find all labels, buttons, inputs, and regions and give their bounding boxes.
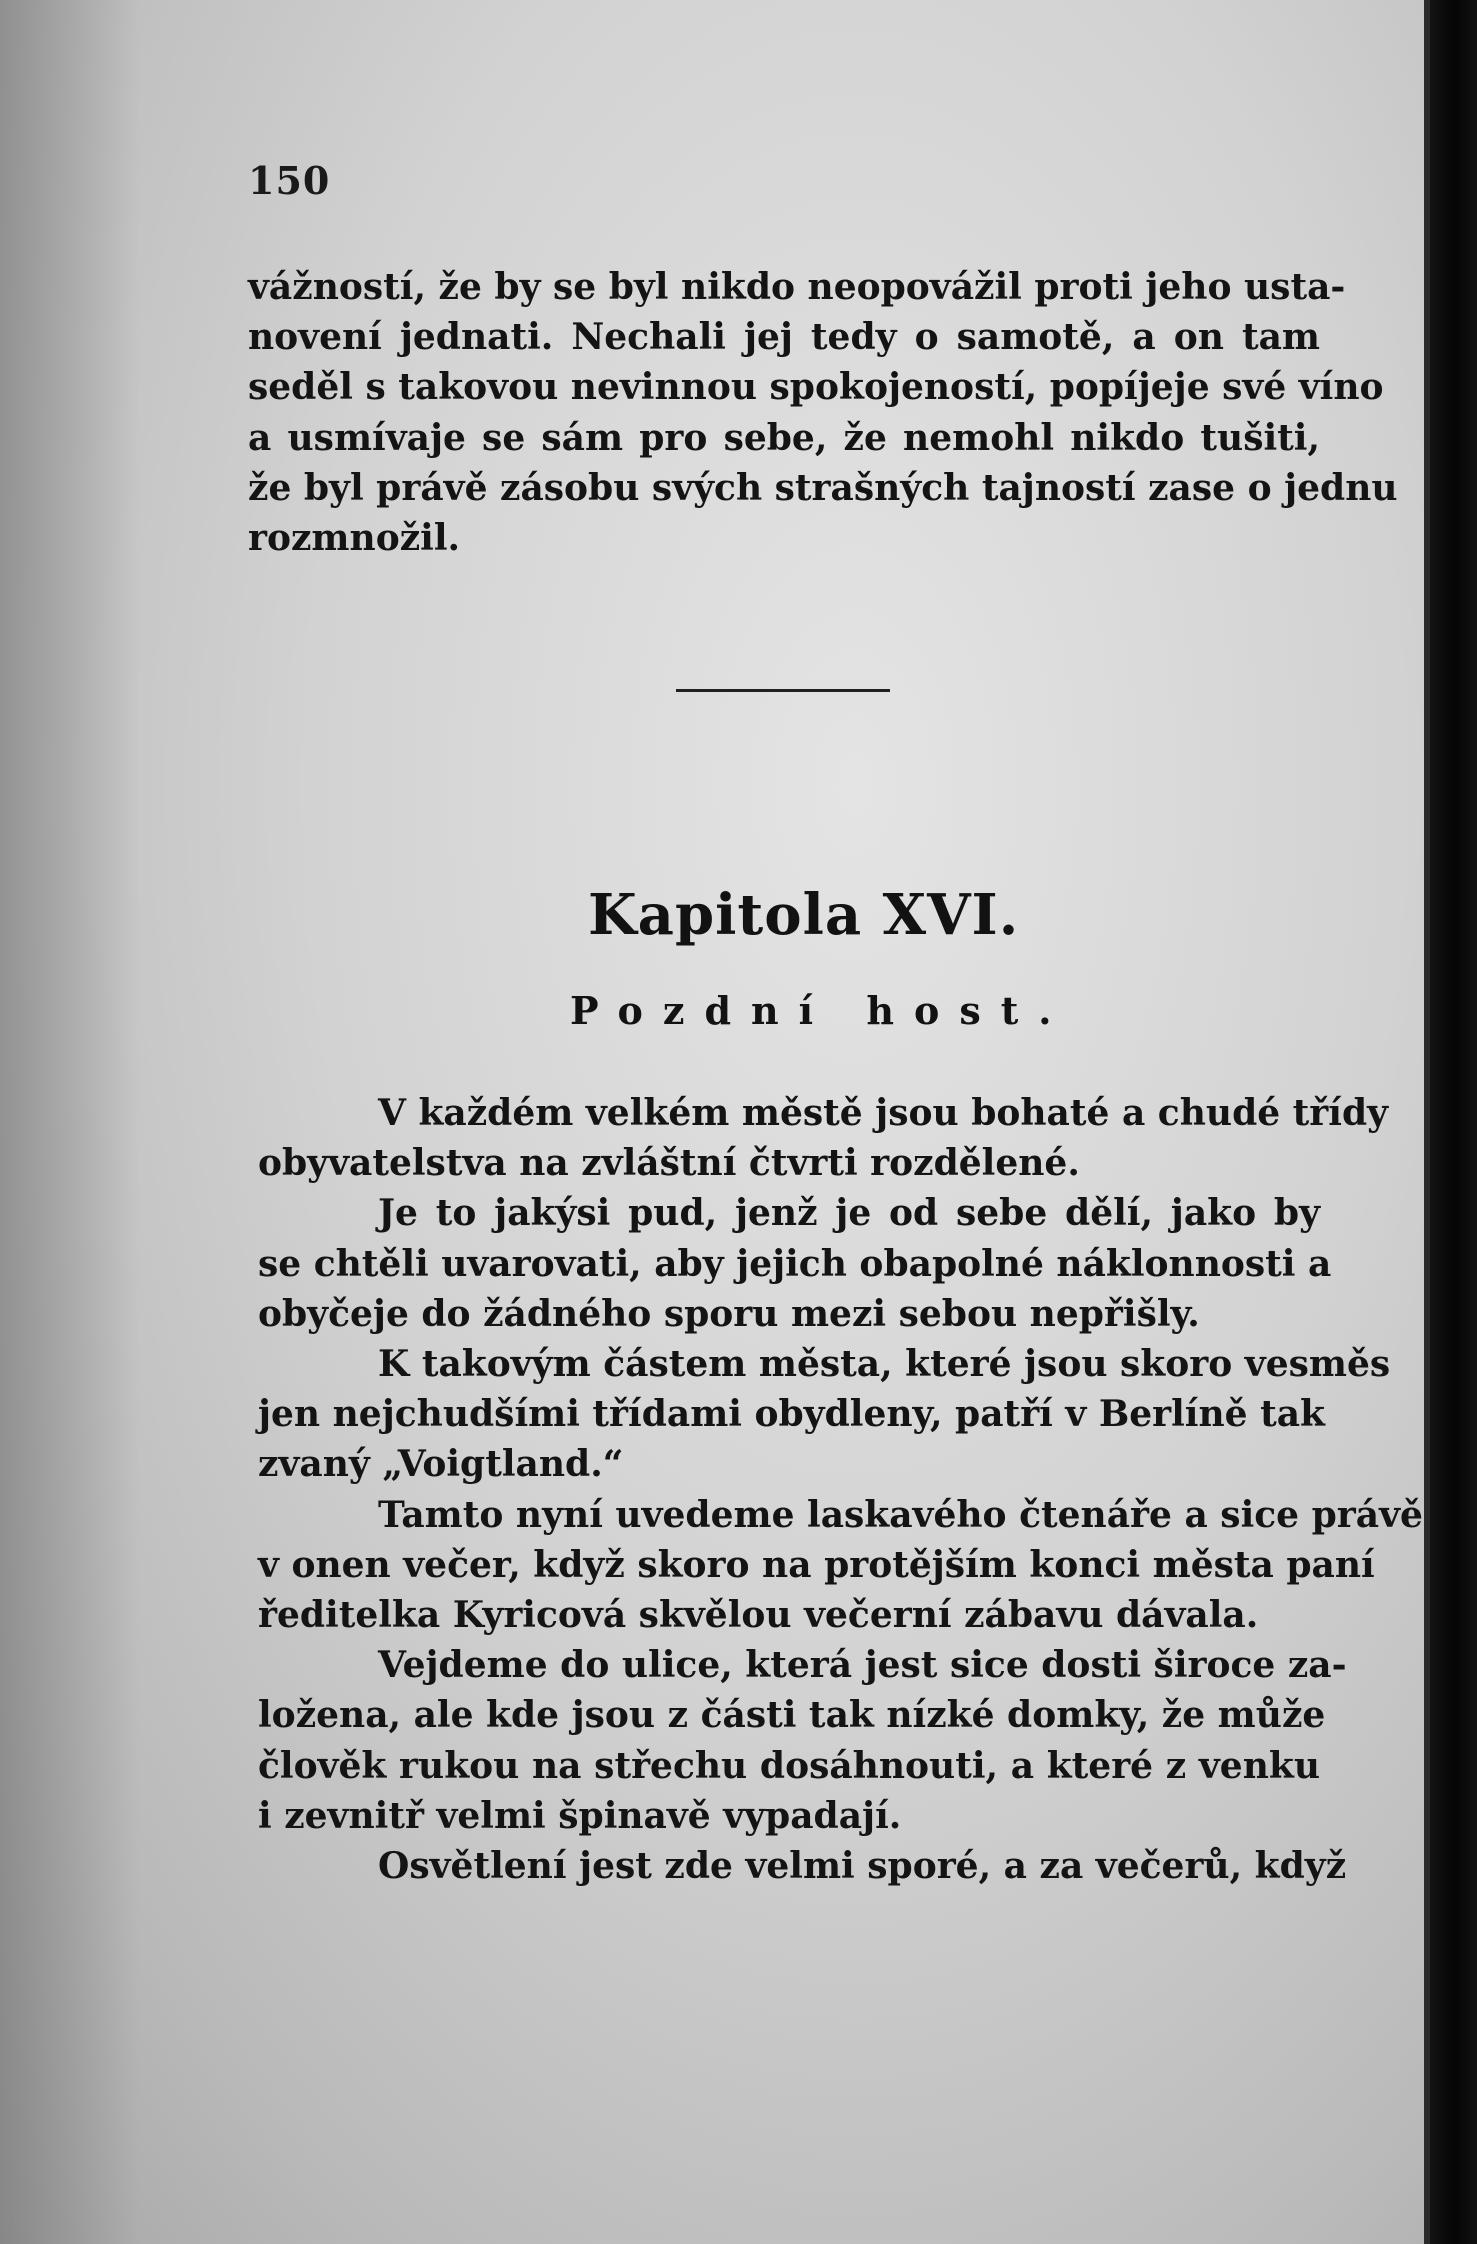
paragraph xyxy=(258,1640,1347,1841)
text-line: Je to jakýsi pud, jenž je od sebe dělí, jako by xyxy=(378,1192,1320,1235)
paragraph xyxy=(258,1339,1391,1490)
section-divider xyxy=(676,689,890,692)
chapter-title: Kapitola XVI. xyxy=(588,882,1020,948)
text-line: jen nejchudšími třídami obydleny, patří v Berlíně tak xyxy=(258,1393,1325,1436)
page-edge-shadow xyxy=(0,0,140,2244)
text-line: člověk rukou na střechu dosáhnouti, a které z venku xyxy=(258,1744,1320,1787)
paragraph xyxy=(258,1841,1347,1891)
text-line: rozmnožil. xyxy=(248,517,461,560)
text-line: i zevnitř velmi špinavě vypadají. xyxy=(258,1794,902,1837)
text-line: K takovým částem města, které jsou skoro vesměs xyxy=(378,1343,1391,1386)
text-line: ložena, ale kde jsou z části tak nízké domky, že může xyxy=(258,1694,1326,1737)
text-line: obyvatelstva na zvláštní čtvrti rozdělené. xyxy=(258,1142,1080,1185)
text-line: V každém velkém městě jsou bohaté a chudé třídy xyxy=(378,1092,1389,1134)
text-line: a usmívaje se sám pro sebe, že nemohl nikdo tušiti, xyxy=(248,416,1320,459)
text-line: seděl s takovou nevinnou spokojeností, popíjeje své víno xyxy=(248,366,1384,409)
paragraph xyxy=(258,1490,1423,1641)
text-line: Vejdeme do ulice, která jest sice dosti široce za- xyxy=(378,1644,1347,1687)
text-line: novení jednati. Nechali jej tedy o samotě, a on tam xyxy=(248,316,1320,359)
text-line: zvaný „Voigtland.“ xyxy=(258,1443,624,1486)
text-line: Osvětlení jest zde velmi sporé, a za večerů, když xyxy=(378,1845,1347,1888)
text-line: Tamto nyní uvedeme laskavého čtenáře a sice právě xyxy=(378,1493,1423,1536)
chapter-subtitle: Pozdní host. xyxy=(570,988,1072,1033)
text-line: obyčeje do žádného sporu mezi sebou nepřišly. xyxy=(258,1292,1200,1335)
chapter-body xyxy=(258,1088,1423,1891)
text-line: v onen večer, když skoro na protějším konci města paní xyxy=(258,1543,1375,1586)
text-line: ředitelka Kyricová skvělou večerní zábavu dávala. xyxy=(258,1594,1259,1637)
text-line: že byl právě zásobu svých strašných tajností zase o jednu xyxy=(248,466,1398,509)
text-line: se chtěli uvarovati, aby jejich obapolné náklonnosti a xyxy=(258,1242,1332,1285)
top-paragraph xyxy=(248,262,1398,563)
paragraph xyxy=(258,1088,1389,1188)
page-number: 150 xyxy=(248,158,331,203)
text-line: vážností, že by se byl nikdo neopovážil proti jeho usta- xyxy=(248,266,1346,308)
paragraph xyxy=(258,1188,1332,1339)
